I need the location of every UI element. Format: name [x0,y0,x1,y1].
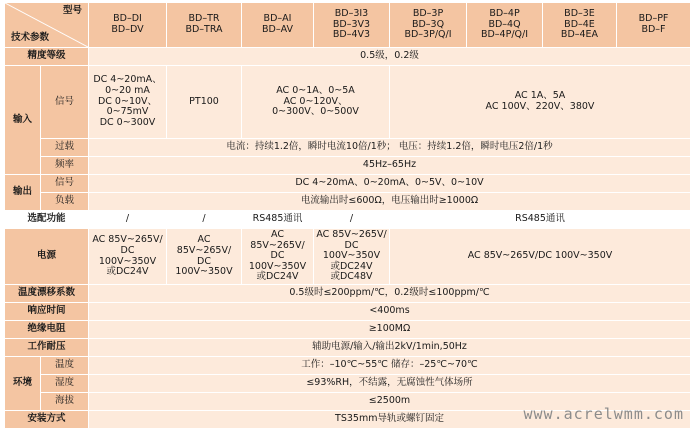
response-label: 响应时间 [5,303,89,321]
output-load-row [5,193,691,211]
withstand-label: 工作耐压 [5,339,89,357]
power-di-dv: AC 85V~265V/ DC 100V~350V 或DC24V [89,229,167,285]
env-humidity-label: 湿度 [41,375,89,393]
power-row [5,229,691,285]
input-signal-ac-small: AC 0~1A、0~5A AC 0~120V、 0~300V、0~500V [242,66,390,139]
env-humidity-value: ≤93%RH，不结露，无腐蚀性气体场所 [89,375,691,393]
input-signal-di-dv: DC 4~20mA、 0~20 mA DC 0~10V、 0~75mV DC 0~300V [89,66,167,139]
options-ai-av: RS485通讯 [242,211,314,229]
output-load-value: 电流输出时≤600Ω，电压输出时≥1000Ω [89,193,691,211]
mounting-row [5,411,691,429]
power-power-models: AC 85V~265V/DC 100V~350V [390,229,691,285]
header-model-label: 型号 [62,5,82,16]
output-load-label: 负载 [41,193,89,211]
model-bd-3p: BD–3P BD–3Q BD–3P/Q/I [390,3,467,48]
options-3i3: / [314,211,390,229]
model-bd-di-dv: BD–DI BD–DV [89,3,167,48]
watermark: www.acrelwmm.com [523,405,684,423]
input-frequency-label: 频率 [41,157,89,175]
power-ai-av: AC 85V~265V/ DC 100V~350V 或DC24V [242,229,314,285]
env-altitude-label: 海拔 [41,393,89,411]
accuracy-row [5,48,691,66]
accuracy-value: 0.5级，0.2级 [89,48,691,66]
temp-drift-label: 温度漂移系数 [5,285,89,303]
output-signal-row [5,175,691,193]
input-frequency-row [5,157,691,175]
mounting-label: 安装方式 [5,411,89,429]
options-tr: / [167,211,242,229]
model-bd-tr: BD–TR BD–TRA [167,3,242,48]
input-signal-ac-large: AC 1A、5A AC 100V、220V、380V [390,66,691,139]
env-altitude-value: ≤2500m [89,393,691,411]
withstand-value: 辅助电源/输入/输出2kV/1min,50Hz [89,339,691,357]
input-group-label: 输入 [5,66,41,175]
env-altitude-row [5,393,691,411]
insulation-value: ≥100MΩ [89,321,691,339]
insulation-label: 绝缘电阻 [5,321,89,339]
response-value: <400ms [89,303,691,321]
env-temperature-label: 温度 [41,357,89,375]
header-param-label: 技术参数 [11,32,50,44]
model-bd-ai-av: BD–AI BD–AV [242,3,314,48]
accuracy-label: 精度等级 [5,48,89,66]
mounting-value: TS35mm导轨或螺钉固定 [89,411,691,429]
power-tr: AC 85V~265V/ DC 100V~350V [167,229,242,285]
env-temperature-value: 工作：–10℃~55℃ 储存：–25℃~70℃ [89,357,691,375]
output-signal-label: 信号 [41,175,89,193]
input-overload-label: 过载 [41,139,89,157]
input-overload-value: 电流：持续1.2倍，瞬时电流10倍/1秒； 电压：持续1.2倍，瞬时电压2倍/1秒 [89,139,691,157]
power-label: 电源 [5,229,89,285]
insulation-row [5,321,691,339]
options-power-models: RS485通讯 [390,211,691,229]
output-group-label: 输出 [5,175,41,211]
model-bd-pf: BD–PF BD–F [617,3,691,48]
model-bd-3e: BD–3E BD–4E BD–4EA [543,3,617,48]
output-signal-value: DC 4~20mA、0~20mA、0~5V、0~10V [89,175,691,193]
input-signal-row [5,66,691,139]
options-row [5,211,691,229]
input-overload-row [5,139,691,157]
input-signal-label: 信号 [41,66,89,139]
spec-table [4,2,691,429]
env-temperature-row [5,357,691,375]
input-signal-tr: PT100 [167,66,242,139]
power-3i3: AC 85V~265V/ DC 100V~350V 或DC24V 或DC48V [314,229,390,285]
temp-drift-value: 0.5级时≤200ppm/℃，0.2级时≤100ppm/℃ [89,285,691,303]
model-bd-3i3: BD–3I3 BD–3V3 BD–4V3 [314,3,390,48]
options-di-dv: / [89,211,167,229]
environment-group-label: 环境 [5,357,41,411]
header-corner-cell [5,3,89,48]
response-row [5,303,691,321]
model-bd-4p: BD–4P BD–4Q BD–4P/Q/I [467,3,543,48]
temp-drift-row [5,285,691,303]
options-label: 选配功能 [5,211,89,229]
input-frequency-value: 45Hz–65Hz [89,157,691,175]
env-humidity-row [5,375,691,393]
withstand-row [5,339,691,357]
header-row [5,3,691,48]
